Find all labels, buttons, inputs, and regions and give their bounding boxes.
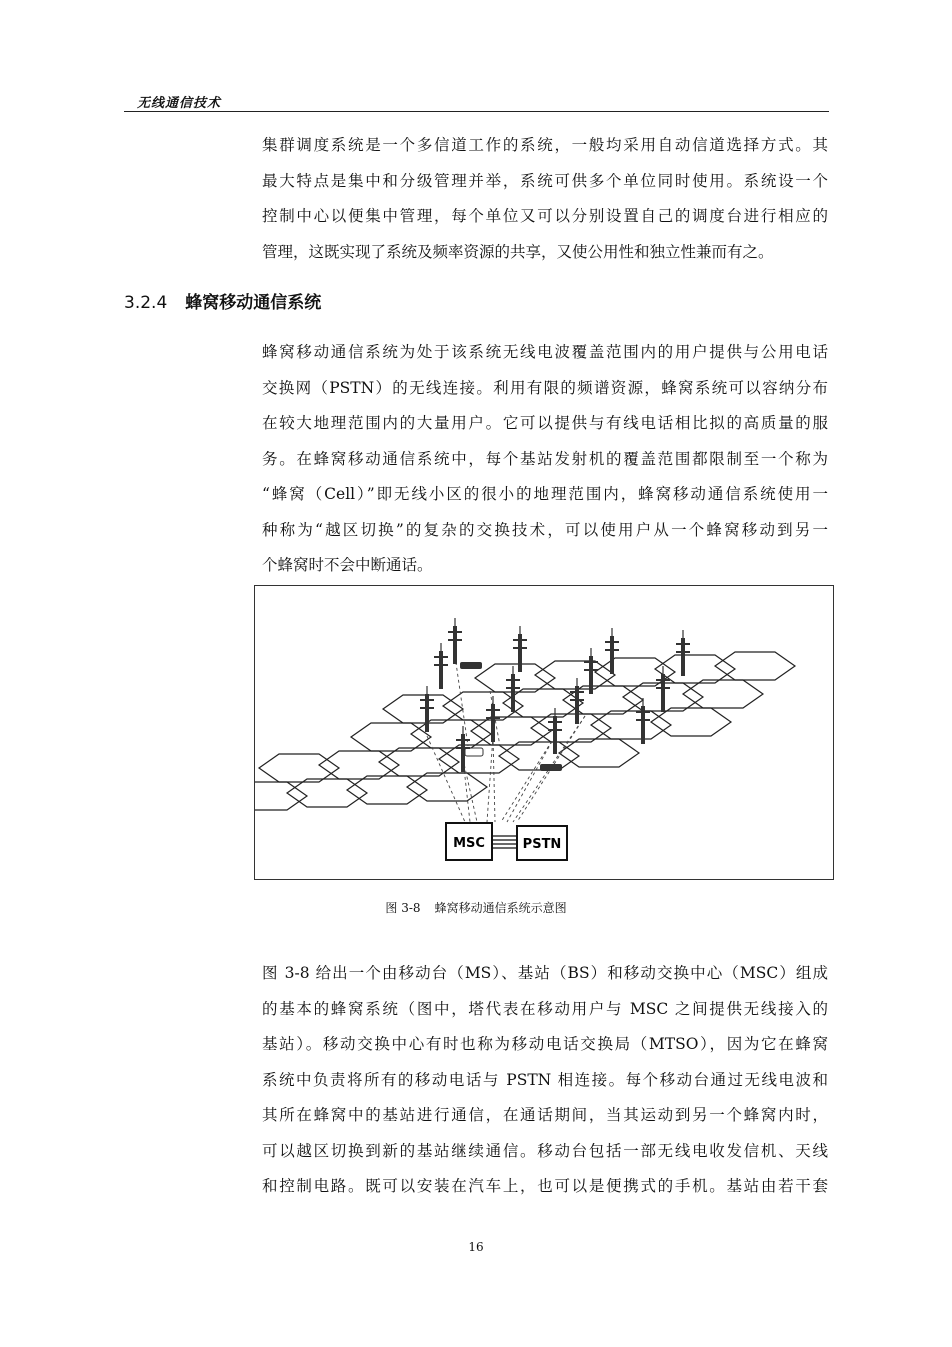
hex-cell <box>411 720 491 748</box>
paragraph-line: 可以越区切换到新的基站继续通信。移动台包括一部无线电收发信机、天线 <box>262 1141 828 1160</box>
paragraph-line: 务。在蜂窝移动通信系统中，每个基站发射机的覆盖范围都限制至一个称为 <box>262 449 828 468</box>
section-heading <box>124 288 321 313</box>
hex-cell <box>471 717 551 745</box>
tower-icon <box>506 666 520 712</box>
cellular-diagram <box>255 586 835 881</box>
running-header: 无线通信技术 <box>137 96 222 111</box>
hex-cell <box>255 782 307 810</box>
car-icon <box>460 662 482 669</box>
hex-cell <box>535 661 615 689</box>
tower-icon <box>513 626 527 672</box>
paragraph-line: 集群调度系统是一个多信道工作的系统，一般均采用自动信道选择方式。其 <box>262 136 828 154</box>
hex-cell <box>407 773 487 801</box>
page-number: 16 <box>468 1240 484 1254</box>
hex-cell <box>499 742 579 770</box>
hex-cell <box>683 680 763 708</box>
hex-cell <box>651 708 731 736</box>
tower-icon <box>676 630 690 676</box>
paragraph-figure-explanation <box>262 956 828 1205</box>
car-icon <box>465 748 483 756</box>
hex-cell <box>559 739 639 767</box>
msc-label: MSC <box>453 836 485 851</box>
tower-icon <box>448 618 462 664</box>
hex-cell <box>259 754 339 782</box>
tower-icon <box>434 643 448 689</box>
paragraph-line: 控制中心以便集中管理，每个单位又可以分别设置自己的调度台进行相应的 <box>262 207 828 225</box>
tower-icon <box>636 698 650 744</box>
car-icon <box>540 764 562 771</box>
tower-icon <box>656 666 670 712</box>
hex-cell <box>319 751 399 779</box>
hex-cell <box>439 745 519 773</box>
paragraph-line: 基站）。移动交换中心有时也称为移动电话交换局（MTSO），因为它在蜂窝 <box>262 1035 828 1053</box>
paragraph-line: 系统中负责将所有的移动电话与 PSTN 相连接。每个移动台通过无线电波和 <box>262 1070 828 1089</box>
section-title: 蜂窝移动通信系统 <box>185 293 322 313</box>
hex-cell <box>347 776 427 804</box>
tower-icon <box>420 686 434 732</box>
paragraph-cellular-intro <box>262 335 828 584</box>
paragraph-trunking <box>262 128 828 270</box>
paragraph-line: 管理，这既实现了系统及频率资源的共享，又使公用性和独立性兼而有之。 <box>262 242 774 261</box>
paragraph-line: 的基本的蜂窝系统（图中，塔代表在移动用户与 MSC 之间提供无线接入的 <box>262 999 828 1018</box>
paragraph-line: 个蜂窝时不会中断通话。 <box>262 556 433 574</box>
hex-cell-grid <box>255 652 795 810</box>
paragraph-line: 在较大地理范围内的大量用户。它可以提供与有线电话相比拟的高质量的服 <box>262 414 828 432</box>
paragraph-line: 交换网（PSTN）的无线连接。利用有限的频谱资源，蜂窝系统可以容纳分布 <box>262 378 828 397</box>
caption-text: 蜂窝移动通信系统示意图 <box>434 901 567 915</box>
tower-icon <box>584 648 598 694</box>
paragraph-line: 蜂窝移动通信系统为处于该系统无线电波覆盖范围内的用户提供与公用电话 <box>262 343 828 361</box>
hex-cell <box>351 723 431 751</box>
figure-cellular-system <box>254 585 834 880</box>
tower-icon <box>605 628 619 674</box>
paragraph-line: 最大特点是集中和分级管理并举，系统可供多个单位同时使用。系统设一个 <box>262 171 828 190</box>
paragraph-line: 种称为“越区切换”的复杂的交换技术，可以使用户从一个蜂窝移动到另一 <box>262 520 828 539</box>
pstn-label: PSTN <box>522 837 562 852</box>
tower-icon <box>570 678 584 724</box>
paragraph-line: “蜂窝（Cell）”即无线小区的很小的地理范围内，蜂窝移动通信系统使用一 <box>262 485 828 503</box>
hex-cell <box>655 655 735 683</box>
figure-caption <box>0 899 952 916</box>
base-station-towers <box>420 618 690 772</box>
paragraph-line: 和控制电路。既可以安装在汽车上，也可以是便携式的手机。基站由若干套 <box>262 1177 828 1195</box>
hex-cell <box>591 711 671 739</box>
hex-cell <box>287 779 367 807</box>
hex-cell <box>379 748 459 776</box>
paragraph-line: 其所在蜂窝中的基站进行通信，在通话期间，当其运动到另一个蜂窝内时， <box>262 1106 828 1124</box>
section-number: 3.2.4 <box>124 293 168 313</box>
hex-cell <box>715 652 795 680</box>
header-rule <box>124 111 829 112</box>
caption-number: 图 3-8 <box>385 901 421 915</box>
paragraph-line: 图 3-8 给出一个由移动台（MS）、基站（BS）和移动交换中心（MSC）组成 <box>262 964 828 982</box>
switching-boxes <box>446 823 567 860</box>
tower-icon <box>456 726 470 772</box>
